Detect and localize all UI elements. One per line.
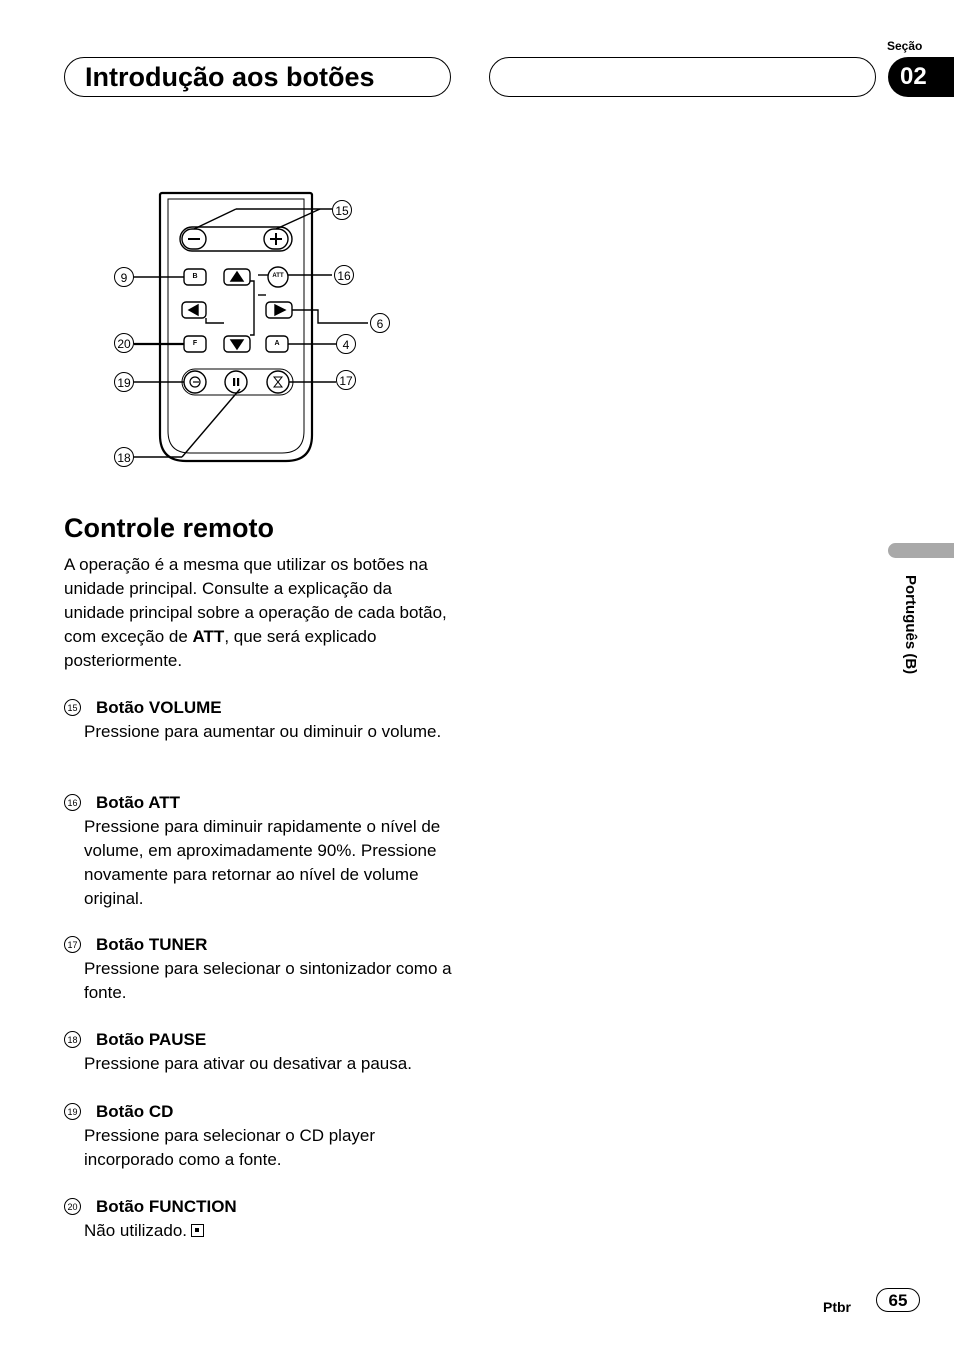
callout-4: 4 <box>336 334 356 354</box>
item-title: Botão CD <box>96 1102 174 1121</box>
item-description: Pressione para selecionar o CD player incorporado como a fonte. <box>84 1126 376 1169</box>
function-b-button-label: B <box>192 273 198 280</box>
item-number: 16 <box>64 794 81 811</box>
language-tab-bar <box>888 543 954 558</box>
remote-control-diagram <box>100 185 400 475</box>
intro-bold-att: ATT <box>192 627 225 646</box>
remote-control-illustration <box>100 185 400 475</box>
end-of-section-icon <box>191 1224 204 1237</box>
section-title: Introdução aos botões <box>85 62 375 92</box>
item-description: Pressione para ativar ou desativar a pausa. <box>84 1054 412 1073</box>
button-item-att <box>64 791 456 911</box>
section-number-tab: 02 <box>888 57 954 97</box>
footer-language-code: Ptbr <box>823 1299 851 1315</box>
callout-15: 15 <box>332 200 352 220</box>
a-button-label: A <box>274 340 280 347</box>
item-title: Botão FUNCTION <box>96 1197 237 1216</box>
item-description: Pressione para diminuir rapidamente o nível de volume, em aproximadamente 90%. Pressione novamente para retornar ao nível de volume original. <box>84 817 441 908</box>
item-number: 19 <box>64 1103 81 1120</box>
intro-paragraph <box>64 553 454 673</box>
callout-6: 6 <box>370 313 390 333</box>
intro-text-end: , que será explicado posteriormente. <box>64 627 377 670</box>
item-number: 18 <box>64 1031 81 1048</box>
item-title: Botão VOLUME <box>96 698 222 717</box>
section-label: Seção <box>887 39 923 53</box>
callout-9: 9 <box>114 267 134 287</box>
button-item-pause <box>64 1028 456 1076</box>
page-number: 65 <box>876 1288 920 1312</box>
item-description: Pressione para aumentar ou diminuir o volume. <box>84 722 442 741</box>
button-item-function <box>64 1195 456 1243</box>
button-item-tuner <box>64 933 456 1005</box>
button-item-volume <box>64 696 456 744</box>
item-title: Botão TUNER <box>96 935 208 954</box>
item-description-wrap <box>84 1219 456 1243</box>
function-f-button-label: F <box>192 340 198 347</box>
callout-19: 19 <box>114 372 134 392</box>
item-description: Pressione para selecionar o sintonizador como a fonte. <box>84 959 452 1002</box>
callout-20: 20 <box>114 333 134 353</box>
callout-18: 18 <box>114 447 134 467</box>
item-number: 20 <box>64 1198 81 1215</box>
button-item-cd <box>64 1100 456 1172</box>
language-label: Português (B) <box>902 575 919 675</box>
page-heading: Controle remoto <box>64 513 275 543</box>
callout-16: 16 <box>334 265 354 285</box>
item-title: Botão ATT <box>96 793 181 812</box>
item-number: 17 <box>64 936 81 953</box>
att-button-label: ATT <box>272 273 284 279</box>
header-blank-frame <box>489 57 876 97</box>
item-number: 15 <box>64 699 81 716</box>
intro-text-start: A operação é a mesma que utilizar os botões na unidade principal. Consulte a explicação da unidade principal sobre a operação de cada botão, com exceção de <box>64 555 447 646</box>
item-title: Botão PAUSE <box>96 1030 207 1049</box>
callout-17: 17 <box>336 370 356 390</box>
item-description: Não utilizado. <box>84 1221 188 1240</box>
